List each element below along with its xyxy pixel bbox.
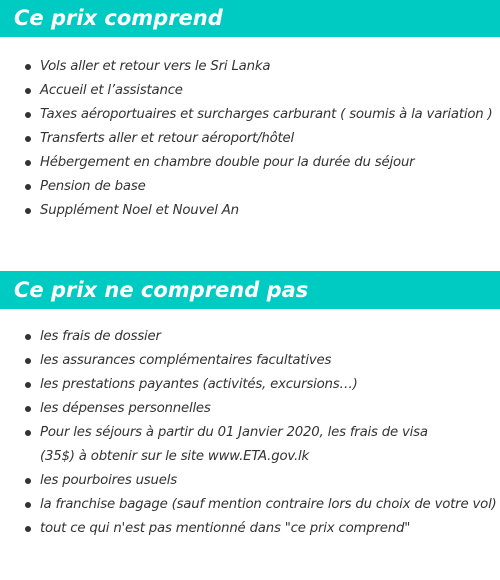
list-item: les frais de dossier — [0, 325, 497, 349]
includes-list — [0, 55, 493, 223]
list-item: les pourboires usuels — [0, 469, 497, 493]
list-item: Accueil et l’assistance — [0, 79, 493, 103]
list-item: Vols aller et retour vers le Sri Lanka — [0, 55, 493, 79]
list-item: Supplément Noel et Nouvel An — [0, 199, 493, 223]
list-item: tout ce qui n'est pas mentionné dans "ce prix comprend" — [0, 517, 497, 541]
list-item: Taxes aéroportuaires et surcharges carburant ( soumis à la variation ) — [0, 103, 493, 127]
list-item: Pour les séjours à partir du 01 Janvier 2020, les frais de visa (35$) à obtenir sur le site www.ETA.gov.lk — [0, 421, 465, 469]
excludes-list — [0, 325, 497, 541]
list-item: les prestations payantes (activités, excursions…) — [0, 373, 497, 397]
list-item: la franchise bagage (sauf mention contraire lors du choix de votre vol) — [0, 493, 497, 517]
includes-section-title: Ce prix comprend — [0, 0, 500, 37]
list-item: Pension de base — [0, 175, 493, 199]
excludes-section-title: Ce prix ne comprend pas — [0, 271, 500, 309]
list-item: les dépenses personnelles — [0, 397, 497, 421]
list-item: Hébergement en chambre double pour la durée du séjour — [0, 151, 493, 175]
list-item: Transferts aller et retour aéroport/hôtel — [0, 127, 493, 151]
list-item: les assurances complémentaires facultatives — [0, 349, 497, 373]
